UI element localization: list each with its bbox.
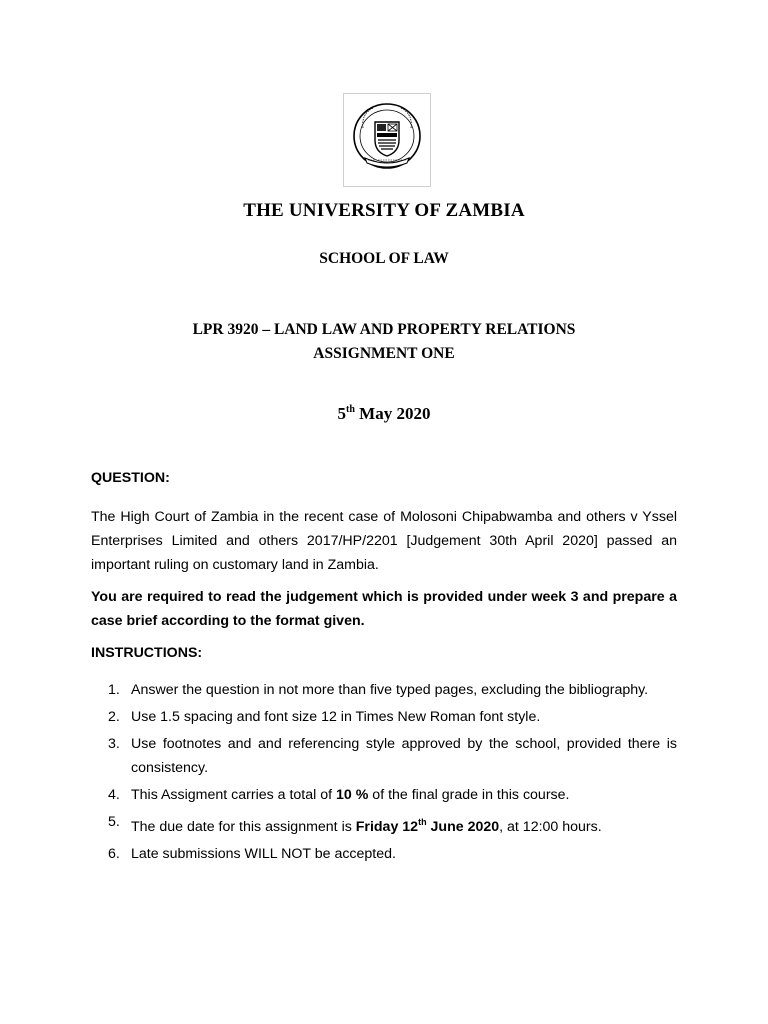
course-title-line1: LPR 3920 – LAND LAW AND PROPERTY RELATIONS [192,321,576,338]
list-number: 3. [108,736,120,752]
list-item [108,678,677,702]
list-text-bold: 10 % [336,787,369,803]
list-text-pre: This Assigment carries a total of [131,787,337,803]
instructions-list [108,678,677,869]
list-item [108,732,677,780]
list-item [108,705,677,729]
instructions-heading: INSTRUCTIONS: [91,645,203,661]
list-text [131,783,677,807]
course-title [0,318,768,366]
list-item [108,783,677,807]
list-text-post: , at 12:00 hours. [499,819,602,835]
list-text [131,810,677,839]
question-paragraph: The High Court of Zambia in the recent case of Molosoni Chipabwamba and others v Yssel Enterprises Limited and others 2017/HP/2201 [Judgement 30th April 2020] passed an important ruling on customary land in Zambia. [91,509,677,573]
list-number: 6. [108,846,120,862]
list-text-pre: The due date for this assignment is [131,819,356,835]
list-item [108,810,677,839]
course-title-line2: ASSIGNMENT ONE [313,345,455,362]
list-text-sup: th [418,817,427,827]
date-suffix: th [346,404,355,415]
question-instruction: You are required to read the judgement which is provided under week 3 and prepare a case brief according to the format given. [91,589,677,629]
list-text: Late submissions WILL NOT be accepted. [131,846,396,862]
list-item [108,842,677,866]
school-title: SCHOOL OF LAW [319,250,449,267]
list-text: Use 1.5 spacing and font size 12 in Times New Roman font style. [131,709,541,725]
list-number: 5. [108,814,120,830]
university-crest-logo [343,93,431,187]
crest-icon [351,100,423,180]
date-month-year: May 2020 [354,404,431,423]
list-number: 4. [108,787,120,803]
list-text-bold: Friday 12 [355,819,419,835]
list-text-bold2: June 2020 [426,819,500,835]
list-number: 2. [108,709,120,725]
assignment-date [0,404,768,424]
question-heading: QUESTION: [91,470,170,486]
list-text-post: of the final grade in this course. [368,787,570,803]
list-text: Answer the question in not more than five typed pages, excluding the bibliography. [131,682,649,698]
list-text: Use footnotes and and referencing style approved by the school, provided there is consistency. [131,736,677,776]
university-title: THE UNIVERSITY OF ZAMBIA [243,200,525,221]
list-number: 1. [108,682,120,698]
date-day: 5 [337,404,347,423]
